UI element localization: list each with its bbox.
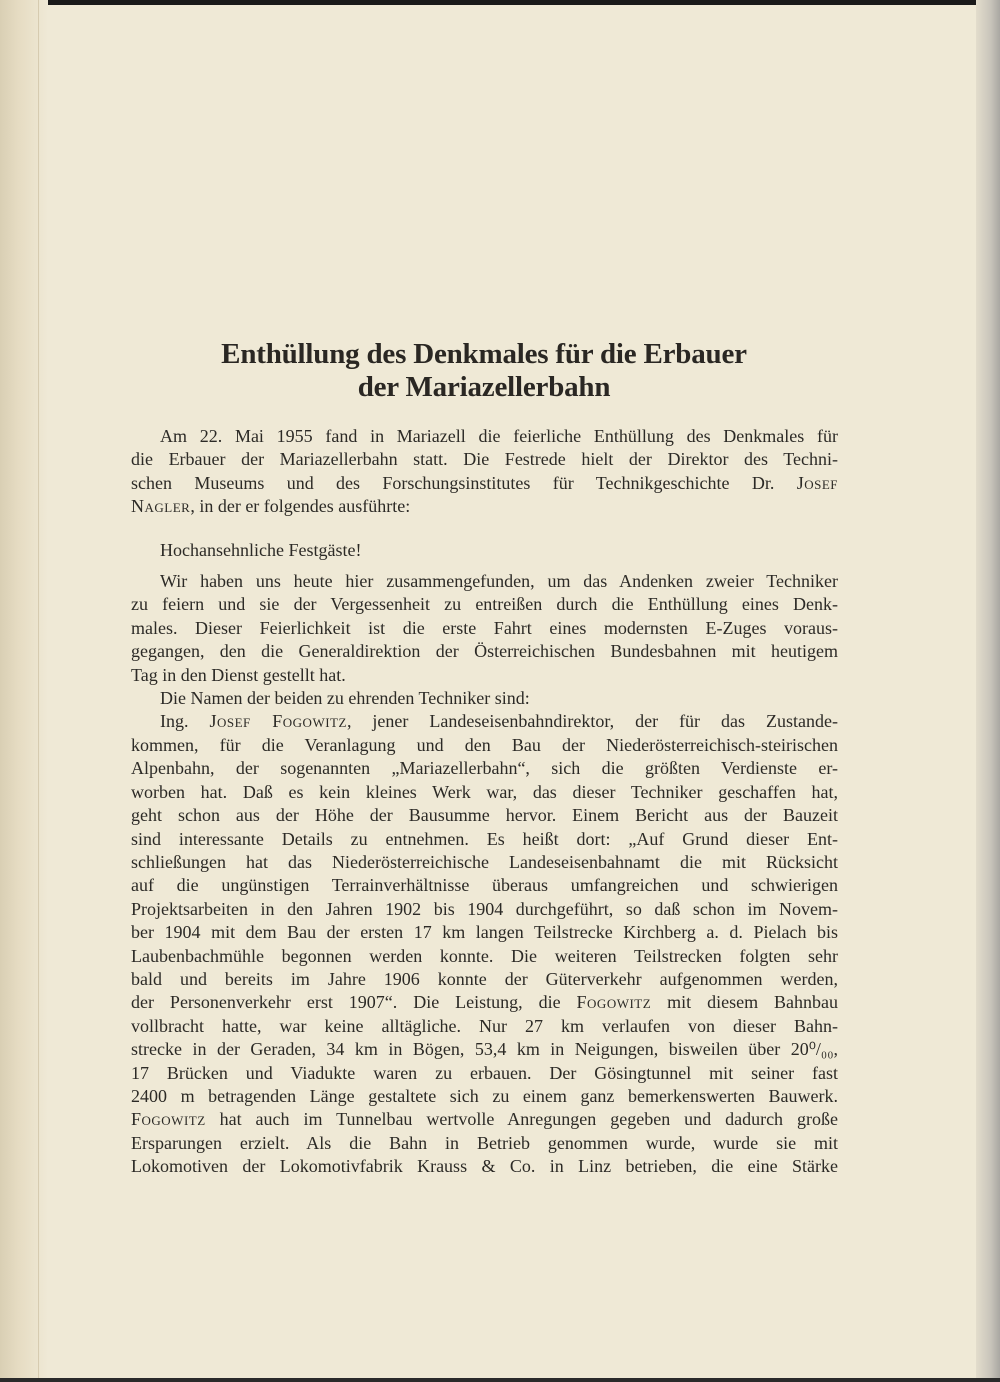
- text-line: [131, 1015, 838, 1038]
- text-line: [131, 1132, 838, 1155]
- page-right-edge: [976, 0, 1000, 1382]
- text-segment: Die Namen der beiden zu ehrenden Techniker sind:: [160, 688, 530, 709]
- text-segment: , jener Landeseisenbahndirektor, der für das Zustande-: [346, 711, 839, 732]
- text-line: [131, 1108, 838, 1131]
- text-segment: schen Museums und des Forschungsinstitutes für Technikgeschichte Dr.: [131, 472, 797, 493]
- text-segment: strecke in der Geraden, 34 km in Bögen, 53,4 km in Neigungen, bisweilen über 20⁰/₀₀,: [131, 1039, 838, 1060]
- text-line: [131, 874, 838, 897]
- text-line: [131, 664, 838, 687]
- text-line: [131, 710, 838, 733]
- gutter-fold-line: [38, 0, 39, 1382]
- text-line: [131, 734, 838, 757]
- text-line: [131, 921, 838, 944]
- text-line: [131, 593, 838, 616]
- text-line: [131, 1155, 838, 1178]
- small-caps-name: Josef: [796, 472, 838, 493]
- text-line: [131, 472, 838, 495]
- text-line: [131, 1038, 838, 1061]
- text-line: [131, 991, 838, 1014]
- text-segment: mit diesem Bahnbau: [651, 992, 839, 1013]
- text-line: [131, 828, 838, 851]
- small-caps-name: Fogowitz: [576, 992, 652, 1013]
- text-line: [131, 851, 838, 874]
- text-segment: Lokomotiven der Lokomotivfabrik Krauss & Co. in Linz betrieben, die eine Stärke: [131, 1156, 838, 1177]
- text-segment: males. Dieser Feierlichkeit ist die erste Fahrt eines modernsten E-Zuges voraus-: [131, 617, 838, 638]
- text-segment: vollbracht hatte, war keine alltägliche. Nur 27 km verlaufen von dieser Bahn-: [131, 1015, 838, 1036]
- text-line: [131, 617, 838, 640]
- text-segment: Ersparungen erzielt. Als die Bahn in Betrieb genommen wurde, wurde sie mit: [131, 1132, 838, 1153]
- text-line: [131, 640, 838, 663]
- text-segment: der Personenverkehr erst 1907“. Die Leistung, die: [131, 992, 577, 1013]
- text-segment: bald und bereits im Jahre 1906 konnte der Güterverkehr aufgenommen werden,: [131, 968, 838, 989]
- small-caps-name: Josef Fogowitz: [209, 711, 347, 732]
- page-gutter: [0, 0, 48, 1382]
- text-segment: Tag in den Dienst gestellt hat.: [131, 664, 346, 685]
- text-line: [131, 804, 838, 827]
- text-line: [131, 539, 838, 562]
- scan-top-border: [0, 0, 1000, 5]
- text-segment: kommen, für die Veranlagung und den Bau der Niederösterreichisch-steirischen: [131, 734, 838, 755]
- text-line: [131, 757, 838, 780]
- text-line: [131, 570, 838, 593]
- text-segment: worben hat. Daß es kein kleines Werk war, das dieser Techniker geschaffen hat,: [131, 781, 838, 802]
- text-line: [131, 495, 838, 518]
- text-segment: 2400 m betragenden Länge gestaltete sich zu einem ganz bemerkenswerten Bauwerk.: [131, 1085, 838, 1106]
- text-line: [131, 448, 838, 471]
- text-segment: zu feiern und sie der Vergessenheit zu entreißen durch die Enthüllung eines Denk-: [131, 594, 838, 615]
- text-segment: hat auch im Tunnelbau wertvolle Anregungen gegeben und dadurch große: [205, 1109, 838, 1130]
- title-line-1: Enthüllung des Denkmales für die Erbauer: [221, 338, 747, 370]
- text-segment: , in der er folgendes ausführte:: [190, 496, 411, 517]
- text-segment: Am 22. Mai 1955 fand in Mariazell die feierliche Enthüllung des Denkmales für: [160, 426, 838, 446]
- text-line: [131, 898, 838, 921]
- text-segment: Ing.: [160, 711, 210, 732]
- text-line: [131, 687, 838, 710]
- small-caps-name: Nagler: [131, 496, 191, 517]
- title-line-2: der Mariazellerbahn: [357, 371, 611, 403]
- text-line: [131, 1085, 838, 1108]
- text-segment: sind interessante Details zu entnehmen. Es heißt dort: „Auf Grund dieser Ent-: [131, 828, 838, 849]
- text-line: [131, 968, 838, 991]
- text-line: [131, 1062, 838, 1085]
- text-segment: Projektsarbeiten in den Jahren 1902 bis 1904 durchgeführt, so daß schon im Novem-: [131, 898, 838, 919]
- article-title: [130, 338, 838, 404]
- text-segment: gegangen, den die Generaldirektion der Österreichischen Bundesbahnen mit heutigem: [131, 641, 838, 662]
- text-segment: die Erbauer der Mariazellerbahn statt. Die Festrede hielt der Direktor des Techni-: [131, 449, 838, 470]
- text-segment: Wir haben uns heute hier zusammengefunden, um das Andenken zweier Techniker: [160, 571, 838, 592]
- text-line: [131, 425, 838, 448]
- text-segment: Laubenbachmühle begonnen werden konnte. Die weiteren Teilstrecken folgten sehr: [131, 945, 838, 966]
- text-segment: geht schon aus der Höhe der Bausumme hervor. Einem Bericht aus der Bauzeit: [131, 805, 838, 826]
- small-caps-name: Fogowitz: [131, 1109, 206, 1130]
- text-segment: Alpenbahn, der sogenannten „Mariazellerbahn“, sich die größten Verdienste er-: [131, 758, 838, 779]
- text-segment: schließungen hat das Niederösterreichische Landeseisenbahnamt die mit Rücksicht: [131, 851, 838, 872]
- text-segment: ber 1904 mit dem Bau der ersten 17 km langen Teilstrecke Kirchberg a. d. Pielach bis: [131, 922, 838, 943]
- text-segment: Hochansehnliche Festgäste!: [160, 539, 362, 560]
- text-line: [131, 781, 838, 804]
- text-segment: 17 Brücken und Viadukte waren zu erbauen. Der Gösingtunnel mit seiner fast: [131, 1062, 838, 1083]
- scan-bottom-border: [0, 1378, 1000, 1382]
- text-segment: auf die ungünstigen Terrainverhältnisse überaus umfangreichen und schwierigen: [131, 875, 838, 896]
- text-line: [131, 945, 838, 968]
- article-body: [131, 425, 838, 1179]
